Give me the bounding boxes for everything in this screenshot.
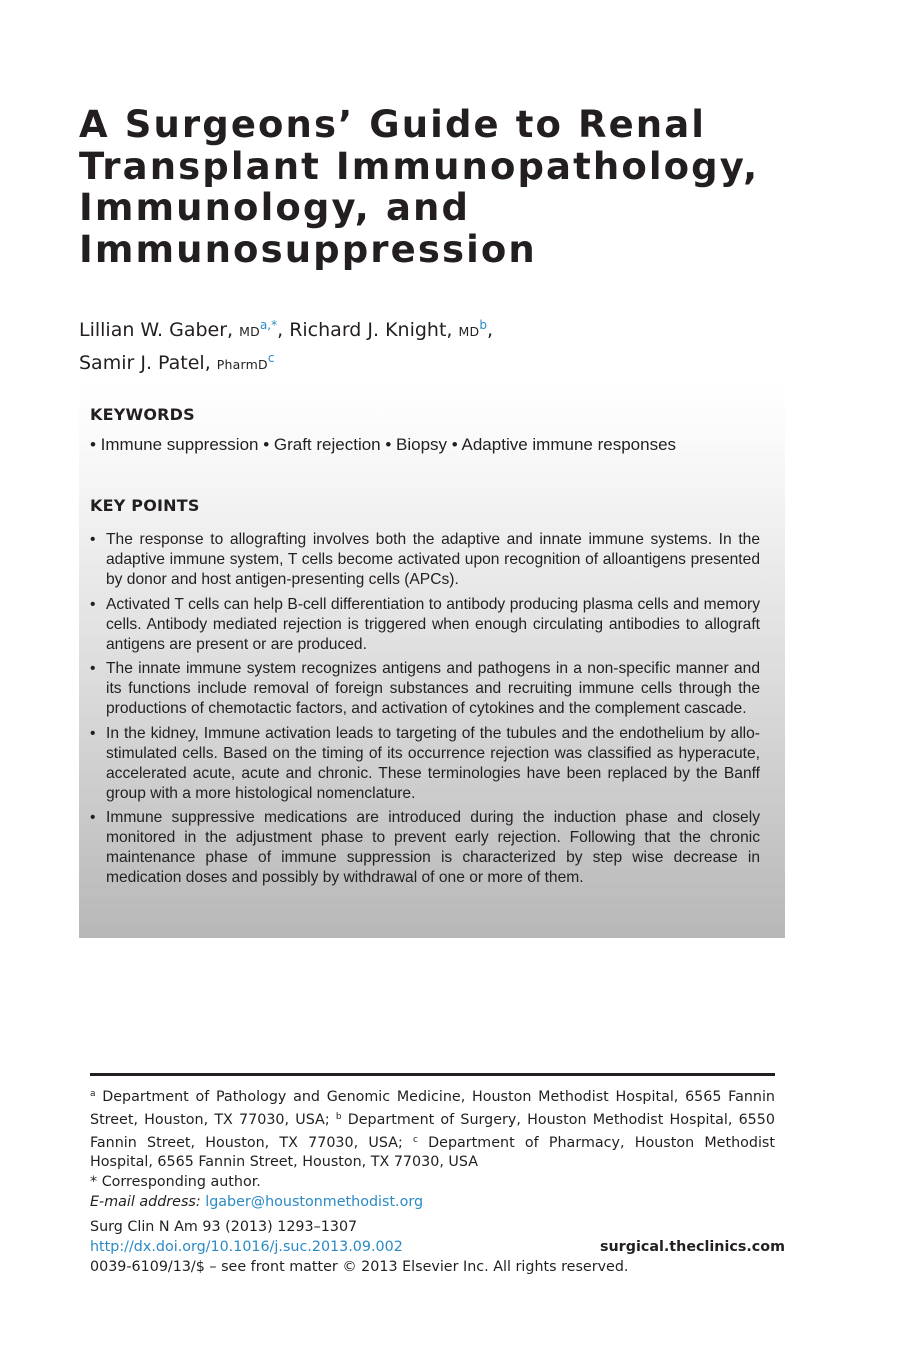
author-separator: ,	[277, 319, 290, 341]
bullet-icon: •	[90, 660, 96, 677]
key-point-text: Immune suppressive medications are introduced during the induction phase and closely monitored in the adjustment phase to prevent early rejection. Following that the chronic maintenance phase of immune suppression is characterized by step wise decrease in medication doses and possibly by withdrawal of one or more of them.	[106, 809, 760, 886]
corresponding-author: * Corresponding author.	[90, 1174, 261, 1191]
key-point-text: Activated T cells can help B-cell differentiation to antibody producing plasma cells and memory cells. Antibody mediated rejection is triggered when enough circulating antibodies to allograft antigens are present or are produced.	[106, 595, 760, 653]
key-point-text: The response to allografting involves both the adaptive and innate immune systems. In the adaptive immune system, T cells become activated upon recognition of alloantigens presented by donor and host antigen-presenting cells (APCs).	[106, 531, 760, 588]
title-line: Immunosuppression	[79, 227, 537, 271]
key-point-item	[90, 808, 760, 888]
author-list	[79, 312, 779, 378]
article-title	[79, 104, 839, 270]
title-line: Immunology, and	[79, 186, 471, 229]
bullet-icon: •	[90, 724, 96, 742]
key-point-item	[90, 595, 760, 655]
author-separator: ,	[486, 319, 493, 341]
key-point-text: In the kidney, Immune activation leads to targeting of the tubules and the endothelium by allo-stimulated cells. Based on the timing of its occurrence rejection was classified as hyperacute, accelerated acute, acute and chronic. These terminologies have been replaced by the Banff group with a more histological nomenclature.	[106, 724, 760, 802]
footnote-divider	[90, 1073, 775, 1076]
email-link[interactable]: lgaber@houstonmethodist.org	[205, 1193, 424, 1210]
author-line	[79, 312, 779, 345]
author-degree: MD	[458, 324, 480, 339]
journal-reference: Surg Clin N Am 93 (2013) 1293–1307	[90, 1219, 358, 1235]
key-point-text: The innate immune system recognizes antigens and pathogens in a non-specific manner and its functions include removal of foreign substances and recruiting immune cells through the productions of chemotactic factors, and activation of cytokines and the complement cascade.	[106, 660, 760, 717]
affiliation-marker[interactable]: b	[479, 318, 487, 332]
author-name: Richard J. Knight,	[289, 319, 459, 341]
key-point-item	[90, 724, 760, 804]
doi-link[interactable]: http://dx.doi.org/10.1016/j.suc.2013.09.002	[90, 1239, 403, 1255]
keywords-list: • Immune suppression • Graft rejection • Biopsy • Adaptive immune responses	[90, 435, 677, 454]
author-name: Samir J. Patel,	[79, 352, 217, 374]
affiliation-text	[90, 1085, 775, 1173]
author-degree: PharmD	[216, 357, 268, 372]
footnote-mark: c	[413, 1134, 418, 1145]
bullet-icon: •	[90, 809, 96, 826]
copyright-notice: 0039-6109/13/$ – see front matter © 2013 Elsevier Inc. All rights reserved.	[90, 1259, 629, 1275]
author-name: Lillian W. Gaber,	[79, 319, 240, 341]
affiliation-b: Department of Surgery, Houston Methodist Hospital, 6550 Fannin Street, Houston, TX 77030, USA;	[90, 1111, 775, 1151]
key-points-list	[90, 530, 760, 893]
affiliation-marker[interactable]: c	[267, 351, 275, 365]
key-point-item	[90, 659, 760, 719]
title-line: Transplant Immunopathology,	[79, 144, 760, 188]
affiliation-c: Department of Pharmacy, Houston Methodist Hospital, 6565 Fannin Street, Houston, TX 77030, USA	[90, 1134, 775, 1171]
email-label: E-mail address:	[90, 1193, 201, 1210]
author-degree: MD	[239, 324, 260, 339]
journal-website[interactable]: surgical.theclinics.com	[599, 1239, 785, 1255]
email-line	[90, 1193, 775, 1213]
key-point-item	[90, 530, 760, 590]
keywords-heading: KEYWORDS	[90, 405, 195, 424]
affiliations-footnote	[90, 1085, 775, 1213]
title-line: A Surgeons’ Guide to Renal	[79, 103, 707, 146]
bullet-icon: •	[90, 595, 96, 613]
key-points-heading: KEY POINTS	[90, 496, 200, 515]
affiliation-marker[interactable]: a,*	[259, 318, 278, 332]
author-line	[79, 345, 779, 378]
bullet-icon: •	[90, 531, 96, 548]
summary-box	[79, 386, 785, 938]
affiliation-a: Department of Pathology and Genomic Medicine, Houston Methodist Hospital, 6565 Fannin Street, Houston, TX 77030, USA;	[90, 1089, 775, 1128]
footnote-mark: b	[335, 1111, 342, 1122]
footnote-mark: a	[90, 1089, 96, 1099]
